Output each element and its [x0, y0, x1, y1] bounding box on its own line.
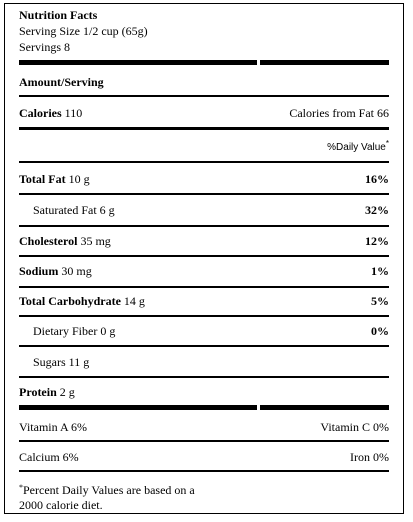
nutrient-row-saturated-fat — [33, 203, 115, 217]
nutrient-amount: 0 g — [100, 324, 116, 338]
daily-value-label: %Daily Value — [327, 142, 386, 153]
divider — [19, 161, 389, 163]
nutrient-row-cholesterol — [19, 234, 111, 248]
footnote-asterisk: * — [19, 483, 23, 492]
serving-size: Serving Size 1/2 cup (65g) — [19, 24, 148, 38]
nutrient-row-total-carbohydrate — [19, 294, 145, 308]
thick-divider-bottom — [19, 405, 389, 410]
nutrient-label: Total Fat — [19, 172, 66, 186]
nutrient-label: Saturated Fat — [33, 203, 97, 217]
calories-label: Calories — [19, 106, 62, 120]
calories-from-fat: Calories from Fat 66 — [289, 106, 389, 120]
daily-value-header — [327, 141, 389, 155]
divider — [19, 315, 389, 317]
nutrient-label: Sugars — [33, 355, 66, 369]
vitamin-a: Vitamin A 6% — [19, 420, 87, 434]
divider — [19, 376, 389, 378]
nutrient-percent: 5% — [371, 294, 389, 308]
divider — [19, 95, 389, 97]
nutrient-percent: 32% — [365, 203, 389, 217]
divider — [19, 127, 389, 130]
nutrient-row-total-fat — [19, 172, 90, 186]
footnote-text-1: Percent Daily Values are based on a — [23, 483, 195, 497]
iron: Iron 0% — [350, 450, 389, 464]
nutrient-label: Sodium — [19, 264, 59, 278]
divider — [19, 255, 389, 257]
divider — [19, 440, 389, 442]
nutrient-row-sugars — [33, 355, 89, 369]
daily-value-asterisk: * — [385, 139, 389, 148]
vitamin-c: Vitamin C 0% — [320, 420, 389, 434]
nutrient-row-sodium — [19, 264, 92, 278]
nutrition-facts-content — [19, 4, 389, 513]
nutrient-amount: 11 g — [68, 355, 90, 369]
calories-value: 110 — [64, 106, 83, 120]
nutrient-amount: 2 g — [59, 385, 75, 399]
divider — [19, 193, 389, 195]
nutrient-percent: 0% — [371, 324, 389, 338]
nutrient-amount: 6 g — [99, 203, 115, 217]
thick-divider-top — [19, 60, 389, 65]
nutrient-amount: 14 g — [123, 294, 145, 308]
divider — [19, 470, 389, 472]
calories-row — [19, 106, 82, 120]
footnote-line-2: 2000 calorie diet. — [19, 498, 103, 512]
divider — [19, 225, 389, 227]
nutrient-row-protein — [19, 385, 75, 399]
servings-per-container: Servings 8 — [19, 40, 70, 54]
nutrient-percent: 16% — [365, 172, 389, 186]
nutrient-label: Cholesterol — [19, 234, 78, 248]
divider — [19, 286, 389, 288]
nutrient-amount: 10 g — [68, 172, 90, 186]
nutrient-amount: 30 mg — [61, 264, 92, 278]
nutrient-label: Dietary Fiber — [33, 324, 98, 338]
nutrient-label: Total Carbohydrate — [19, 294, 121, 308]
nutrition-facts-panel — [4, 3, 404, 514]
nutrient-row-dietary-fiber — [33, 324, 115, 338]
label-title: Nutrition Facts — [19, 8, 98, 22]
footnote-line-1 — [19, 483, 195, 499]
nutrient-percent: 1% — [371, 264, 389, 278]
calcium: Calcium 6% — [19, 450, 79, 464]
nutrient-label: Protein — [19, 385, 57, 399]
amount-per-serving-heading: Amount/Serving — [19, 75, 104, 89]
divider — [19, 345, 389, 347]
nutrient-percent: 12% — [365, 234, 389, 248]
nutrient-amount: 35 mg — [80, 234, 111, 248]
